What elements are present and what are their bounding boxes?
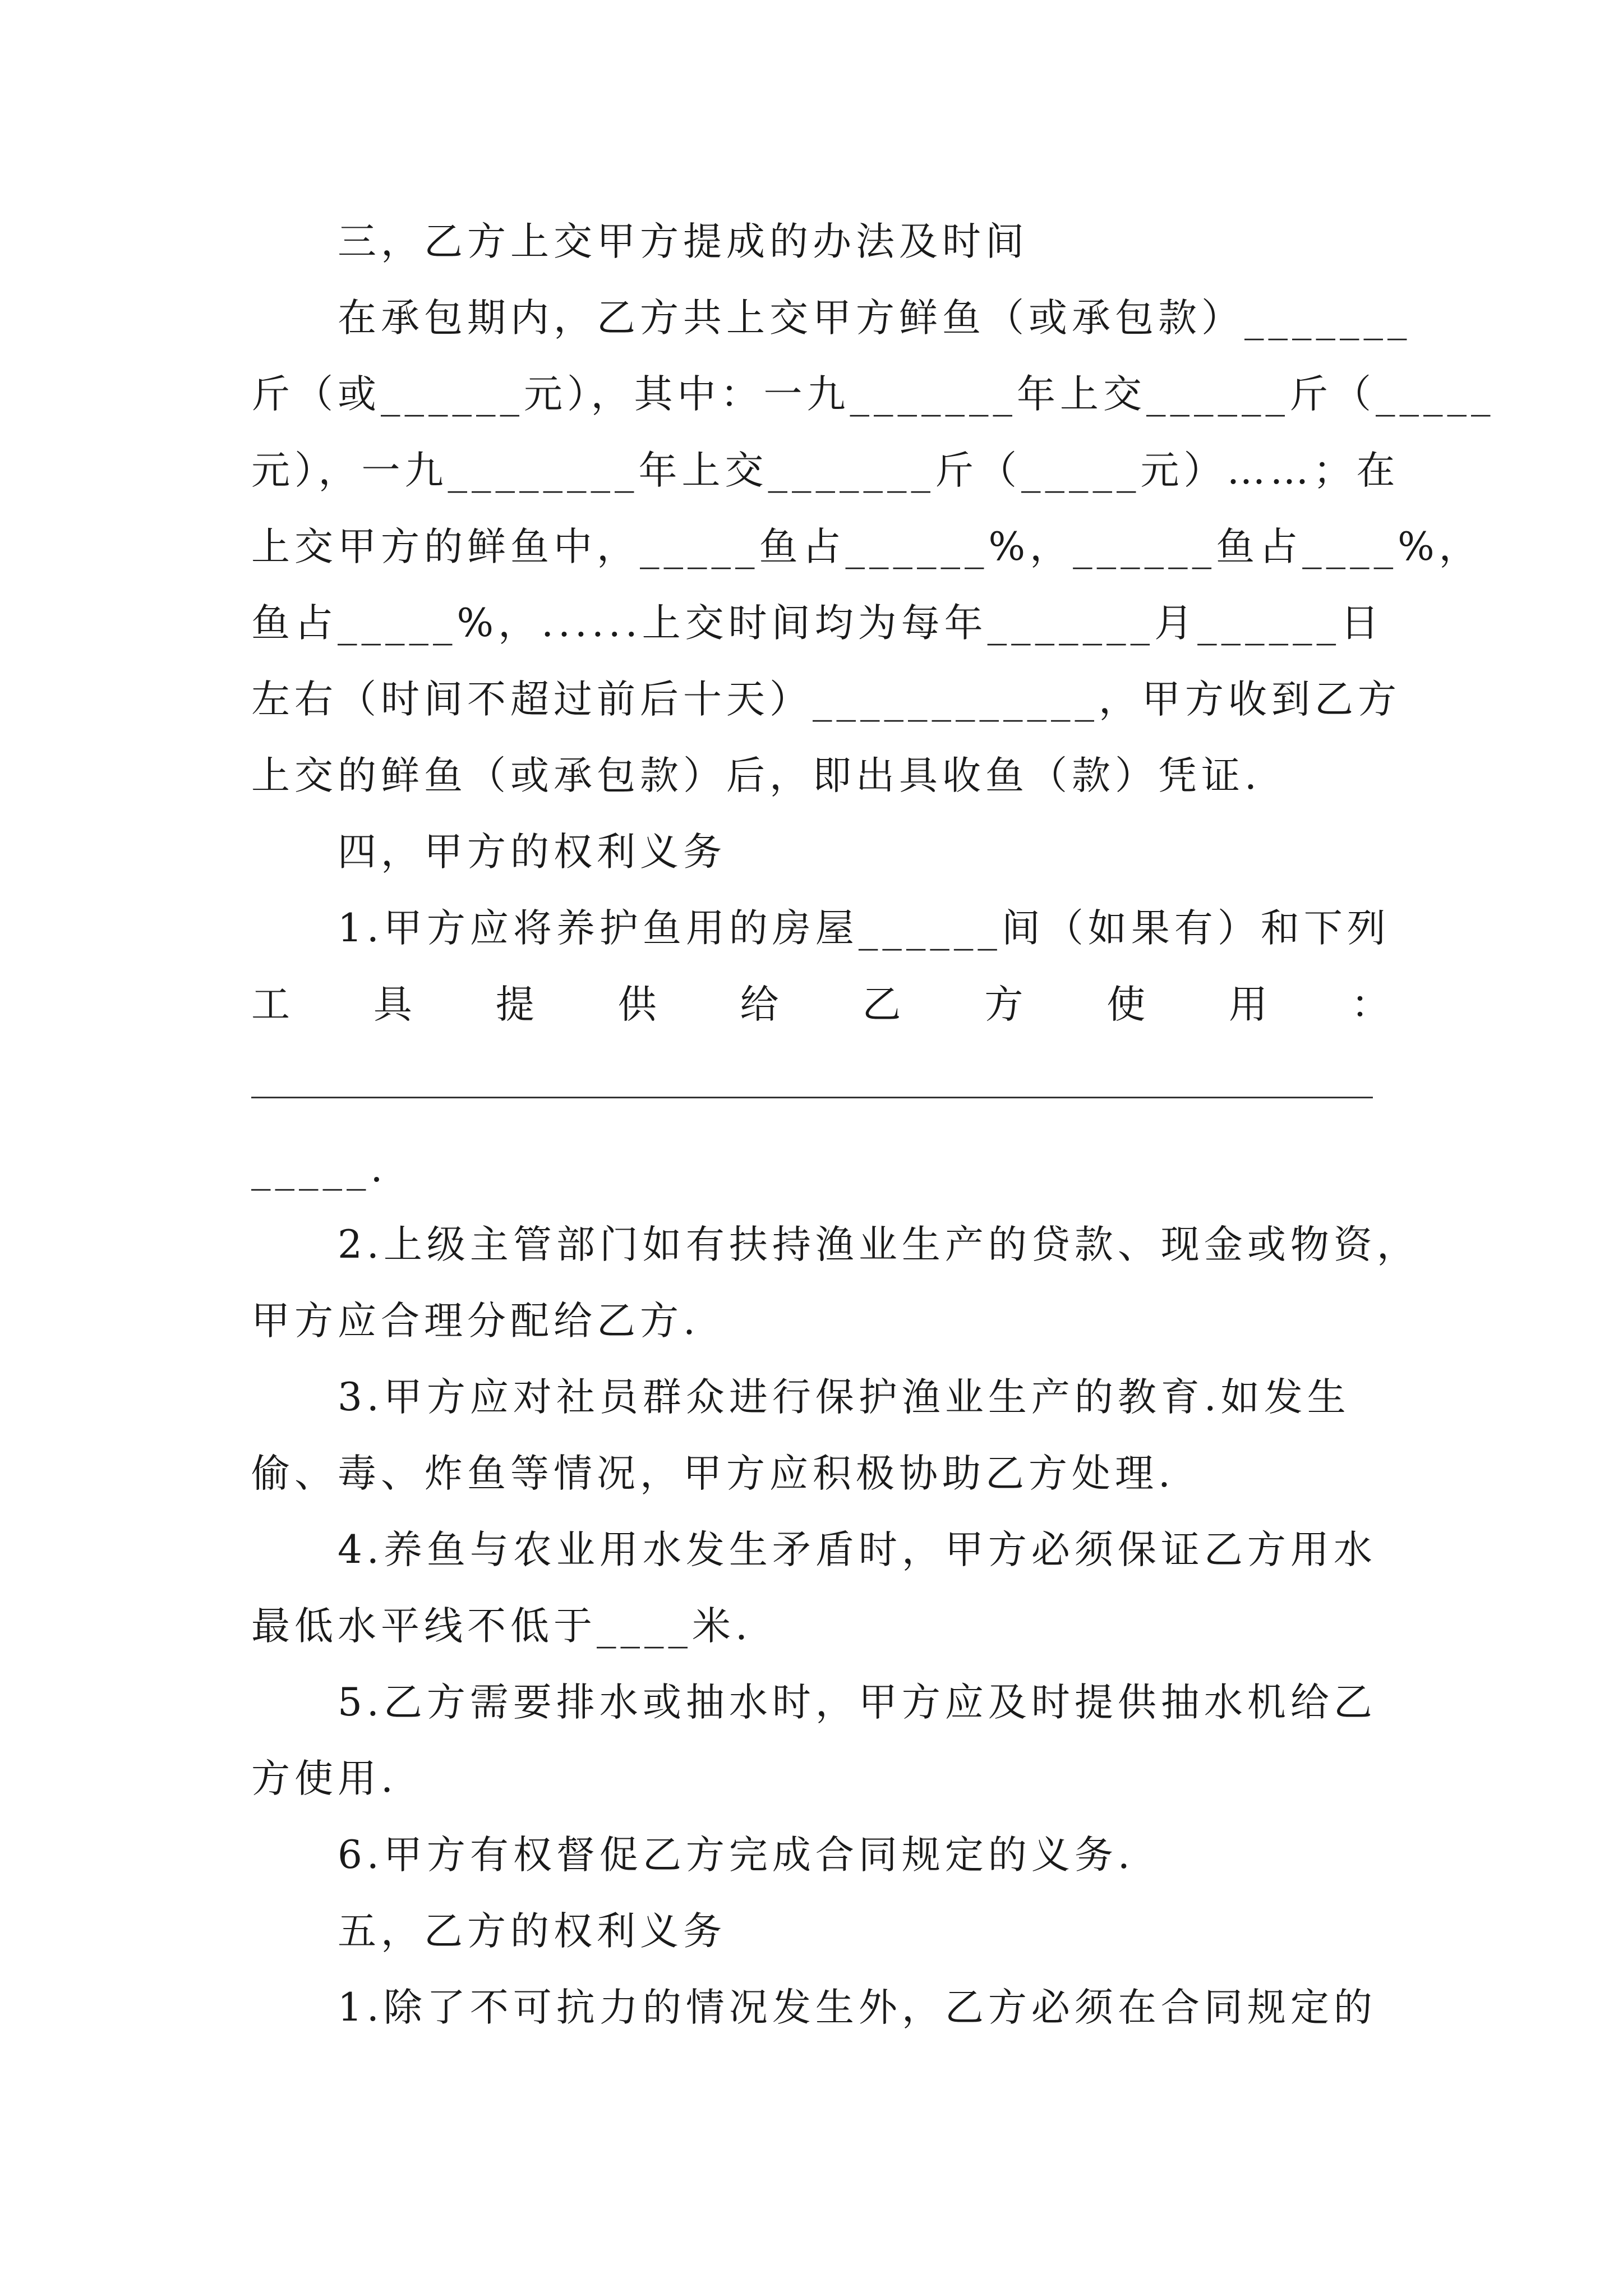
paragraph-line: 5.乙方需要排水或抽水时，甲方应及时提供抽水机给乙 [338, 1680, 1377, 1725]
paragraph-line: 4.养鱼与农业用水发生矛盾时，甲方必须保证乙方用水 [338, 1527, 1377, 1572]
paragraph-line: 1.甲方应将养护鱼用的房屋______间（如果有）和下列 [338, 906, 1390, 951]
paragraph-line: 1.除了不可抗力的情况发生外，乙方必须在合同规定的 [338, 1985, 1377, 2030]
paragraph-line: 3.甲方应对社员群众进行保护渔业生产的教育.如发生 [338, 1375, 1350, 1420]
paragraph-line: 偷、毒、炸鱼等情况，甲方应积极协助乙方处理. [251, 1451, 1175, 1496]
paragraph-line: 鱼占_____%，......上交时间均为每年_______月______日 [251, 601, 1384, 646]
paragraph-line: _____. [251, 1146, 388, 1191]
paragraph-line: 上交甲方的鲜鱼中，_____鱼占______%，______鱼占____%， [251, 524, 1482, 569]
paragraph-line: 工 具 提 供 给 乙 方 使 用 ： [251, 982, 1390, 1027]
paragraph-line: 甲方应合理分配给乙方. [251, 1299, 700, 1343]
paragraph-line: 斤（或______元），其中：一九_______年上交______斤（_____ [251, 372, 1495, 417]
paragraph-line: 方使用. [251, 1756, 398, 1801]
paragraph-line: 在承包期内，乙方共上交甲方鲜鱼（或承包款）_______ [338, 296, 1412, 341]
paragraph-line: 2.上级主管部门如有扶持渔业生产的贷款、现金或物资， [338, 1222, 1420, 1267]
paragraph-line: 上交的鲜鱼（或承包款）后，即出具收鱼（款）凭证. [251, 753, 1261, 798]
section-heading-3: 三，乙方上交甲方提成的办法及时间 [338, 219, 1029, 264]
paragraph-line: 左右（时间不超过前后十天）____________，甲方收到乙方 [251, 677, 1401, 722]
blank-fill-line [251, 1097, 1373, 1098]
section-heading-5: 五，乙方的权利义务 [338, 1909, 726, 1954]
paragraph-line: 元），一九________年上交_______斤（_____元）……；在 [251, 448, 1400, 493]
paragraph-line: 6.甲方有权督促乙方完成合同规定的义务. [338, 1833, 1135, 1878]
paragraph-line: 最低水平线不低于____米. [251, 1604, 752, 1649]
section-heading-4: 四，甲方的权利义务 [338, 830, 726, 875]
